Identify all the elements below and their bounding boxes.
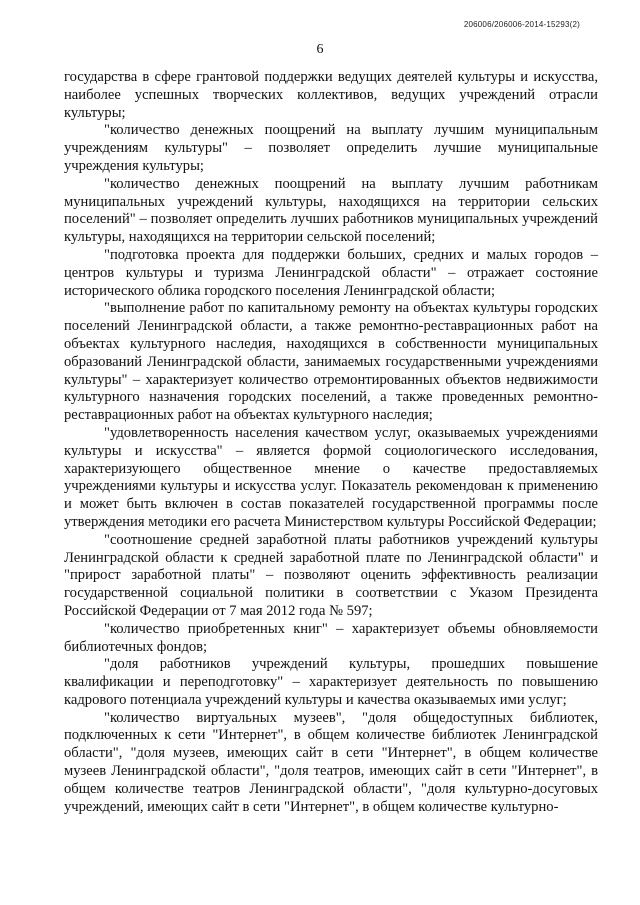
paragraph-qualification: "доля работников учреждений культуры, прошедших повышение квалификации и переподготовку" – характеризует деятельность по повышению кадрового потенциала учреждений культуры и качества оказываемых ими услуг; bbox=[64, 656, 598, 708]
paragraph-capital-repair: "выполнение работ по капитальному ремонту на объектах культуры городских поселений Ленинградской области, а также ремонтно-реставрационных работ на объектах культурного наследия, находящихся в собственности муниципальных образований Ленинградской области, занимаемых государственными учреждениями культуры" – характеризует количество отремонтированных объектов недвижимости культурного назначения городских поселений, а также проведенных ремонтно-реставрационных работ на объектах культурного наследия; bbox=[64, 300, 598, 424]
document-body bbox=[64, 69, 598, 816]
paragraph-rural-workers-awards: "количество денежных поощрений на выплату лучшим работникам муниципальных учреждений культуры, находящихся на территории сельских поселений" – позволяет определить лучших работников муниципальных учреждений культуры, находящихся на территории сельской поселений; bbox=[64, 175, 598, 246]
paragraph-books: "количество приобретенных книг" – характеризует объемы обновляемости библиотечных фондов; bbox=[64, 620, 598, 655]
paragraph-satisfaction: "удовлетворенность населения качеством услуг, оказываемых учреждениями культуры и искусства" – является формой социологического исследования, характеризующего общественное мнение о качестве предоставляемых учреждениями культуры и искусства услуг. Показатель рекомендован к применению и может быть включен в состав показателей государственной программы после утверждения методики его расчета Министерством культуры Российской Федерации; bbox=[64, 424, 598, 530]
document-id: 206006/206006-2014-15293(2) bbox=[463, 20, 580, 29]
paragraph-internet-shares: "количество виртуальных музеев", "доля общедоступных библиотек, подключенных к сети "Интернет", в общем количестве библиотек Ленинградской области", "доля музеев, имеющих сайт в сети "Интернет", в общем количестве музеев Ленинградской области", "доля театров, имеющих сайт в сети "Интернет", в общем количестве театров Ленинградской области", "доля культурно-досуговых учреждений, имеющих сайт в сети "Интернет", в общем количестве культурно- bbox=[64, 709, 598, 815]
paragraph-cities-support: "подготовка проекта для поддержки больших, средних и малых городов – центров культуры и туризма Ленинградской области" – отражает состояние исторического облика городского поселения Ленинградской области; bbox=[64, 246, 598, 299]
paragraph-salary-ratio: "соотношение средней заработной платы работников учреждений культуры Ленинградской области к средней заработной плате по Ленинградской области" и "прирост заработной платы" – позволяют оценить эффективность реализации государственной социальной политики в соответствии с Указом Президента Российской Федерации от 7 мая 2012 года № 597; bbox=[64, 531, 598, 619]
paragraph-municipal-awards: "количество денежных поощрений на выплату лучшим муниципальным учреждениям культуры" – позволяет определить лучшие муниципальные учреждения культуры; bbox=[64, 122, 598, 174]
paragraph-continuation: государства в сфере грантовой поддержки ведущих деятелей культуры и искусства, наиболее успешных творческих коллективов, ведущих учреждений отрасли культуры; bbox=[64, 69, 598, 121]
page-number: 6 bbox=[316, 42, 324, 57]
